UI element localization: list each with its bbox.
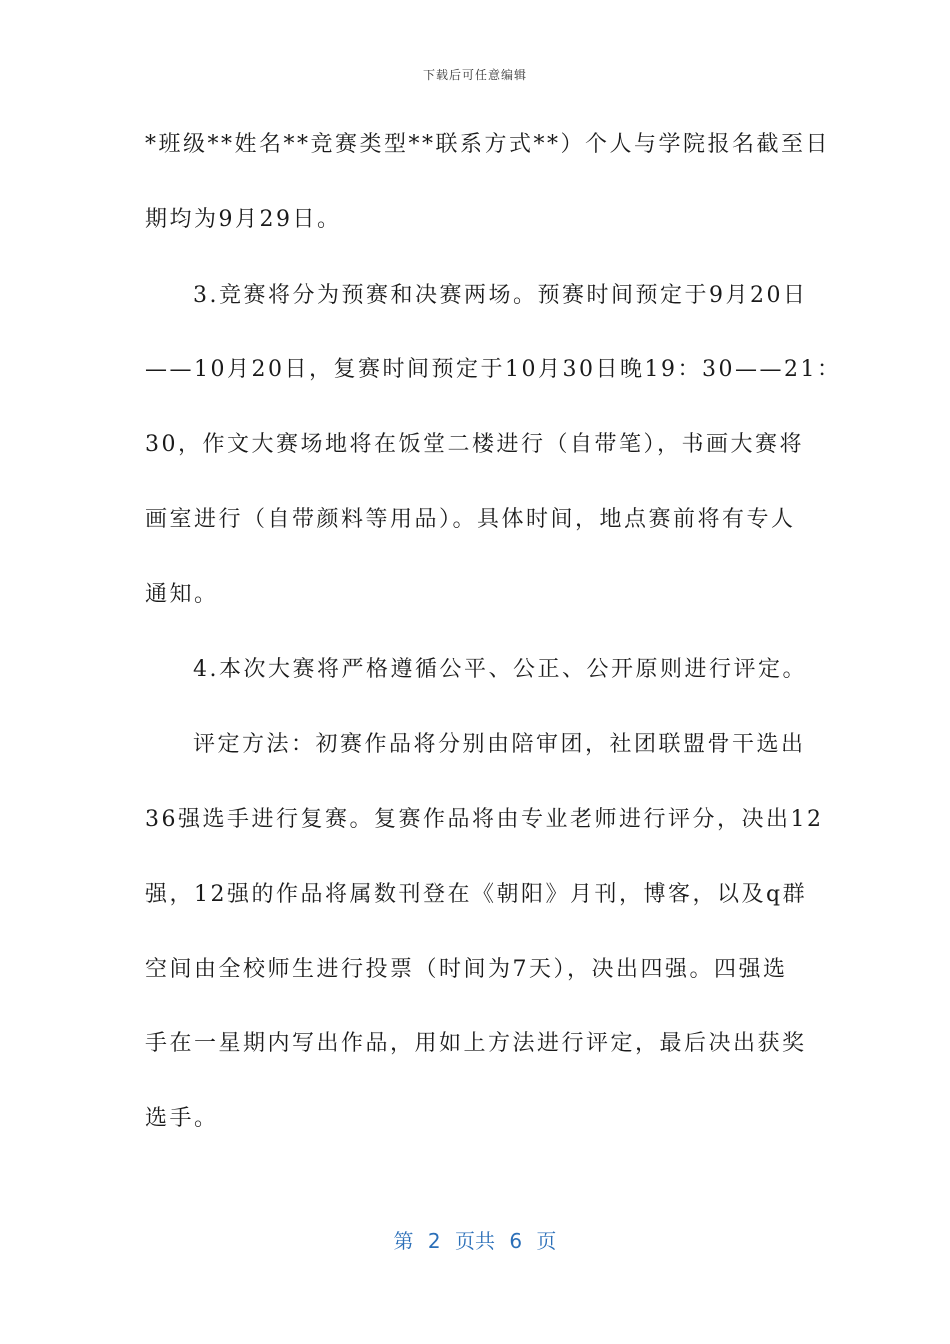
text-line: 手在一星期内写出作品，用如上方法进行评定，最后决出获奖	[145, 1031, 807, 1056]
text-line: 画室进行（自带颜料等用品）。具体时间，地点赛前将有专人	[145, 507, 796, 532]
text-line: 评定方法：初赛作品将分别由陪审团，社团联盟骨干选出	[193, 732, 806, 757]
text-line: 通知。	[145, 582, 219, 607]
text-line: 期均为9月29日。	[145, 207, 342, 232]
page-footer: 第 2 页共 6 页	[393, 1229, 557, 1253]
text-line: 30，作文大赛场地将在饭堂二楼进行（自带笔），书画大赛将	[145, 432, 804, 457]
text-line: 强，12强的作品将属数刊登在《朝阳》月刊，博客，以及q群	[145, 882, 808, 907]
header-note: 下载后可任意编辑	[422, 68, 527, 82]
text-line: 4.本次大赛将严格遵循公平、公正、公开原则进行评定。	[193, 657, 807, 682]
text-line: 空间由全校师生进行投票（时间为7天），决出四强。四强选	[145, 957, 788, 982]
text-line: 36强选手进行复赛。复赛作品将由专业老师进行评分，决出12	[145, 807, 824, 832]
text-line: 选手。	[145, 1106, 219, 1131]
text-line: ——10月20日，复赛时间预定于10月30日晚19：30——21：	[145, 357, 842, 382]
text-line: *班级**姓名**竞赛类型**联系方式**）个人与学院报名截至日	[145, 132, 831, 157]
text-line: 3.竞赛将分为预赛和决赛两场。预赛时间预定于9月20日	[193, 283, 808, 308]
